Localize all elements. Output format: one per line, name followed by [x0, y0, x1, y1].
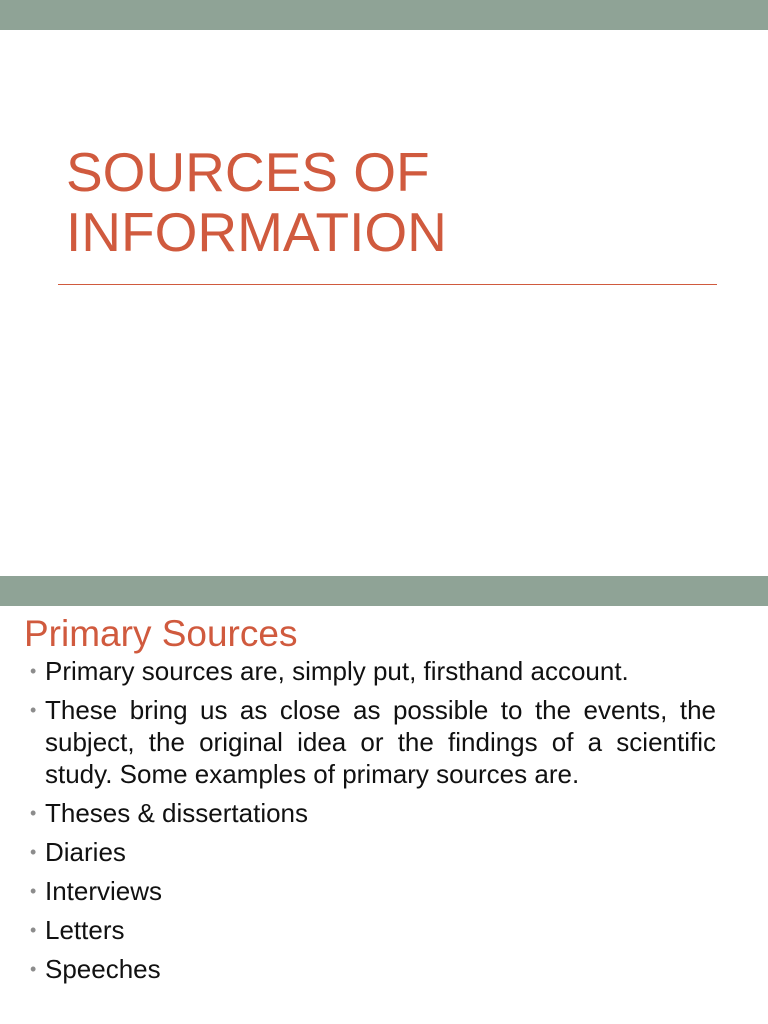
bullet-text: Speeches	[45, 954, 161, 984]
bullet-text: Letters	[45, 915, 125, 945]
slide-title-heading	[66, 142, 706, 262]
bullet-item	[26, 655, 716, 687]
bullet-icon: •	[30, 842, 37, 862]
bullet-item	[26, 914, 716, 946]
bullet-icon: •	[30, 920, 37, 940]
bullet-item	[26, 694, 716, 790]
bullet-item	[26, 953, 716, 985]
bullet-text: Interviews	[45, 876, 163, 906]
slide-primary-sources	[0, 576, 768, 1024]
bullet-icon: •	[30, 803, 37, 823]
title-line-2: INFORMATION	[66, 201, 447, 263]
title-underline	[58, 284, 717, 285]
bullet-icon: •	[30, 661, 37, 681]
bullet-icon: •	[30, 700, 37, 720]
bullet-item	[26, 836, 716, 868]
bullet-item	[26, 875, 716, 907]
slide-top-band	[0, 0, 768, 30]
slide-heading: Primary Sources	[24, 613, 298, 654]
bullet-icon: •	[30, 881, 37, 901]
bullet-text: These bring us as close as possible to the events, the subject, the original idea or the findings of a scientific study. Some examples of primary sources are.	[45, 695, 716, 789]
title-line-1: SOURCES OF	[66, 141, 430, 203]
slide-top-band	[0, 576, 768, 606]
bullet-item	[26, 797, 716, 829]
bullet-text: Primary sources are, simply put, firsthand account.	[45, 656, 629, 686]
bullet-icon: •	[30, 959, 37, 979]
bullet-list	[26, 655, 716, 992]
bullet-text: Diaries	[45, 837, 126, 867]
bullet-text: Theses & dissertations	[45, 798, 309, 828]
